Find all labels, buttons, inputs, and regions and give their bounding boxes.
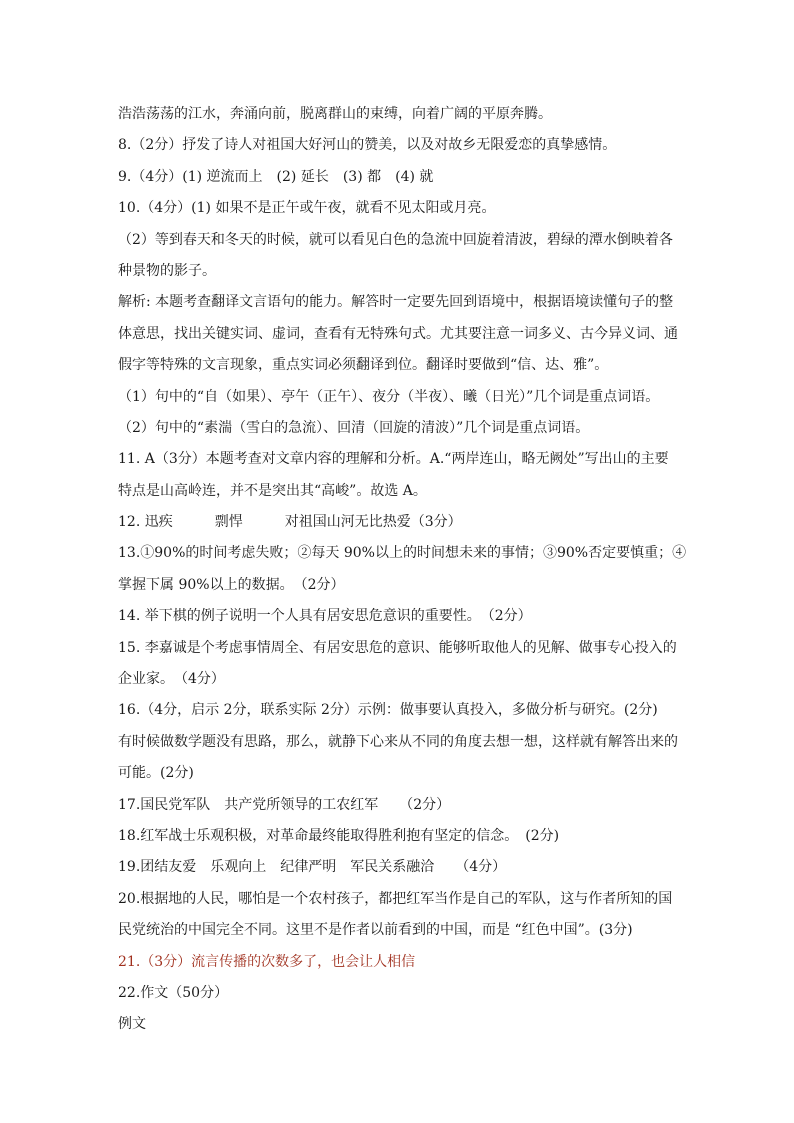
answer-13-cont: 掌握下属 90%以上的数据。 （2分）: [118, 576, 345, 593]
analysis-line-3: 假字等特殊的文言现象，重点实词必须翻译到位。翻译时要做到“信、达、雅”。: [118, 357, 609, 374]
answer-14: 14. 举下棋的例子说明一个人具有居安思危意识的重要性。 （2分）: [118, 608, 532, 625]
answer-20-cont: 民党统治的中国完全不同。这里不是作者以前看到的中国，而是 “红色中国”。(3分): [118, 922, 633, 939]
answer-11: 11. A（3分）本题考查对文章内容的理解和分析。A.“两岸连山，略无阙处”写出山的主要: [118, 451, 669, 468]
answer-16-cont-2: 可能。(2分): [118, 765, 194, 782]
answer-22: 22.作文（50分）: [118, 984, 229, 1001]
analysis-line-2: 体意思，找出关键实词、虚词，查看有无特殊句式。尤其要注意一词多义、古今异义词、通: [118, 325, 678, 342]
answer-15-cont: 企业家。 （4分）: [118, 671, 225, 688]
answer-16: 16.（4分，启示 2分，联系实际 2分）示例：做事要认真投入，多做分析与研究。(2分): [118, 702, 658, 719]
answer-10: 10.（4分）(1) 如果不是正午或午夜，就看不见太阳或月亮。: [118, 200, 496, 217]
answer-11-cont: 特点是山高岭连，并不是突出其“高峻”。故选 A。: [118, 482, 427, 499]
answer-13: 13.①90%的时间考虑失败；②每天 90%以上的时间想未来的事情；③90%否定要慎重；④: [118, 545, 687, 562]
answer-key-body: [118, 99, 687, 1041]
answer-10-part2: （2）等到春天和冬天的时候，就可以看见白色的急流中回旋着清波，碧绿的潭水倒映着各: [118, 231, 673, 248]
answer-20: 20.根据地的人民，哪怕是一个农村孩子，都把红军当作是自己的军队，这与作者所知的国: [118, 890, 673, 907]
analysis-line-1: 解析: 本题考查翻译文言语句的能力。解答时一定要先回到语境中，根据语境读懂句子的整: [118, 294, 674, 311]
answer-10-part2-cont: 种景物的影子。: [118, 262, 216, 279]
answer-9: 9.（4分）(1) 逆流而上 (2) 延长 (3) 都 (4) 就: [118, 168, 434, 185]
answer-21: 21.（3分）流言传播的次数多了，也会让人相信: [118, 953, 416, 970]
answer-17: 17.国民党军队 共产党所领导的工农红军 （2分）: [118, 796, 451, 813]
analysis-line-5: （2）句中的“素湍（雪白的急流）、回清（回旋的清波）”几个词是重点词语。: [118, 419, 590, 436]
answer-18: 18.红军战士乐观积极，对革命最终能取得胜利抱有坚定的信念。 (2分): [118, 827, 560, 844]
example-essay-heading: 例文: [118, 1016, 146, 1033]
answer-8: 8.（2分）抒发了诗人对祖国大好河山的赞美，以及对故乡无限爱恋的真挚感情。: [118, 137, 617, 154]
answer-16-cont-1: 有时候做数学题没有思路，那么，就静下心来从不同的角度去想一想，这样就有解答出来的: [118, 733, 678, 750]
analysis-line-4: （1）句中的“自（如果）、亭午（正午）、夜分（半夜）、曦（日光）”几个词是重点词语。: [118, 388, 660, 405]
answer-15: 15. 李嘉诚是个考虑事情周全、有居安思危的意识、能够听取他人的见解、做事专心投入的: [118, 639, 677, 656]
answer-19: 19.团结友爱 乐观向上 纪律严明 军民关系融洽 （4分）: [118, 859, 507, 876]
answer-12: 12. 迅疾 剽悍 对祖国山河无比热爱（3分）: [118, 514, 462, 531]
text-line-1: 浩浩荡荡的江水，奔涌向前，脱离群山的束缚，向着广阔的平原奔腾。: [118, 106, 552, 122]
